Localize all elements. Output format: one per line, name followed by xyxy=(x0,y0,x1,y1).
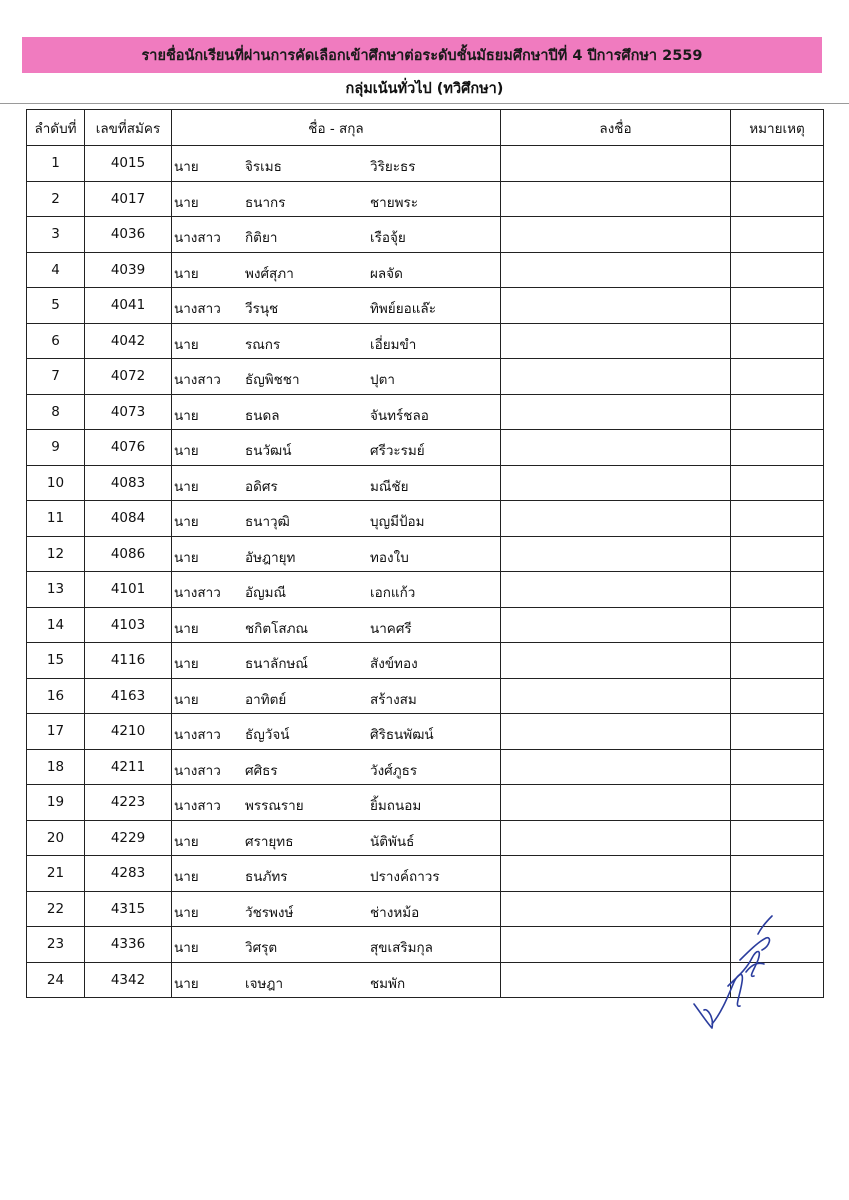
first-name: ธนาวุฒิ xyxy=(245,514,290,531)
table-row xyxy=(27,607,824,643)
cell-signature xyxy=(501,252,731,288)
last-name: นัติพันธ์ xyxy=(370,833,415,850)
cell-remark xyxy=(731,607,824,643)
cell-no: 7 xyxy=(27,359,85,395)
name-prefix: นางสาว xyxy=(174,372,221,389)
cell-name xyxy=(172,927,501,963)
name-prefix: นาย xyxy=(174,443,199,460)
cell-no: 24 xyxy=(27,962,85,998)
table-row xyxy=(27,394,824,430)
name-prefix: นาย xyxy=(174,514,199,531)
first-name: เจษฎา xyxy=(245,975,284,992)
cell-name xyxy=(172,962,501,998)
cell-name xyxy=(172,252,501,288)
cell-applicant-id: 4015 xyxy=(85,146,172,182)
name-prefix: นาย xyxy=(174,940,199,957)
cell-no: 14 xyxy=(27,607,85,643)
first-name: วัชรพงษ์ xyxy=(245,904,294,921)
cell-signature xyxy=(501,465,731,501)
first-name: อัษฎายุท xyxy=(245,549,296,566)
cell-no: 1 xyxy=(27,146,85,182)
cell-no: 13 xyxy=(27,572,85,608)
last-name: บุญมีป้อม xyxy=(370,514,425,531)
cell-remark xyxy=(731,288,824,324)
cell-remark xyxy=(731,856,824,892)
last-name: ทองใบ xyxy=(370,549,409,566)
cell-applicant-id: 4342 xyxy=(85,962,172,998)
last-name: ทิพย์ยอแล๊ะ xyxy=(370,301,436,318)
name-prefix: นางสาว xyxy=(174,585,221,602)
cell-no: 15 xyxy=(27,643,85,679)
last-name: สังข์ทอง xyxy=(370,656,418,673)
cell-remark xyxy=(731,714,824,750)
last-name: ผลจัด xyxy=(370,265,403,282)
first-name: อดิศร xyxy=(245,478,278,495)
last-name: ช่างหม้อ xyxy=(370,904,420,921)
cell-remark xyxy=(731,217,824,253)
last-name: ชมพัก xyxy=(370,975,406,992)
last-name: เอกแก้ว xyxy=(370,585,416,602)
cell-applicant-id: 4116 xyxy=(85,643,172,679)
cell-signature xyxy=(501,359,731,395)
table-row xyxy=(27,749,824,785)
table-row xyxy=(27,146,824,182)
cell-signature xyxy=(501,572,731,608)
name-prefix: นาย xyxy=(174,549,199,566)
table-row xyxy=(27,501,824,537)
cell-remark xyxy=(731,252,824,288)
cell-name xyxy=(172,465,501,501)
name-prefix: นางสาว xyxy=(174,798,221,815)
cell-name xyxy=(172,217,501,253)
first-name: กิติยา xyxy=(245,230,278,247)
cell-remark xyxy=(731,394,824,430)
first-name: พรรณราย xyxy=(245,798,304,815)
cell-name xyxy=(172,394,501,430)
name-prefix: นางสาว xyxy=(174,762,221,779)
first-name: อาทิตย์ xyxy=(245,691,287,708)
cell-name xyxy=(172,607,501,643)
name-prefix: นางสาว xyxy=(174,301,221,318)
cell-name xyxy=(172,501,501,537)
table-row xyxy=(27,430,824,466)
cell-signature xyxy=(501,607,731,643)
first-name: พงศ์สุภา xyxy=(245,265,294,282)
name-prefix: นาย xyxy=(174,691,199,708)
cell-name xyxy=(172,146,501,182)
cell-applicant-id: 4017 xyxy=(85,181,172,217)
cell-no: 4 xyxy=(27,252,85,288)
document-title: รายชื่อนักเรียนที่ผ่านการคัดเลือกเข้าศึกษาต่อระดับชั้นมัธยมศึกษาปีที่ 4 ปีการศึกษา 2559 xyxy=(141,47,703,64)
last-name: ปุตา xyxy=(370,372,395,389)
table-row xyxy=(27,643,824,679)
cell-remark xyxy=(731,536,824,572)
header-signature: ลงชื่อ xyxy=(501,110,731,146)
cell-applicant-id: 4076 xyxy=(85,430,172,466)
cell-no: 6 xyxy=(27,323,85,359)
last-name: นาคศรี xyxy=(370,620,412,637)
last-name: สุขเสริมกุล xyxy=(370,940,433,957)
cell-name xyxy=(172,714,501,750)
last-name: วิริยะธร xyxy=(370,159,416,176)
last-name: สร้างสม xyxy=(370,691,417,708)
cell-name xyxy=(172,323,501,359)
header-no: ลำดับที่ xyxy=(27,110,85,146)
name-prefix: นาย xyxy=(174,194,199,211)
table-row xyxy=(27,678,824,714)
name-prefix: นาย xyxy=(174,620,199,637)
cell-applicant-id: 4042 xyxy=(85,323,172,359)
cell-remark xyxy=(731,359,824,395)
cell-name xyxy=(172,749,501,785)
cell-signature xyxy=(501,146,731,182)
last-name: ปรางค์ถาวร xyxy=(370,869,440,886)
cell-remark xyxy=(731,465,824,501)
cell-remark xyxy=(731,430,824,466)
cell-applicant-id: 4086 xyxy=(85,536,172,572)
cell-no: 11 xyxy=(27,501,85,537)
last-name: เรือจุ้ย xyxy=(370,230,406,247)
name-prefix: นาย xyxy=(174,975,199,992)
header-name: ชื่อ - สกุล xyxy=(172,110,501,146)
last-name: จันทร์ชลอ xyxy=(370,407,429,424)
cell-no: 10 xyxy=(27,465,85,501)
cell-no: 9 xyxy=(27,430,85,466)
cell-signature xyxy=(501,181,731,217)
first-name: ธนากร xyxy=(245,194,286,211)
cell-no: 19 xyxy=(27,785,85,821)
cell-name xyxy=(172,785,501,821)
cell-signature xyxy=(501,501,731,537)
cell-signature xyxy=(501,678,731,714)
cell-applicant-id: 4101 xyxy=(85,572,172,608)
name-prefix: นาย xyxy=(174,265,199,282)
cell-no: 8 xyxy=(27,394,85,430)
cell-signature xyxy=(501,394,731,430)
cell-no: 22 xyxy=(27,891,85,927)
table-row xyxy=(27,323,824,359)
last-name: ชายพระ xyxy=(370,194,419,211)
cell-signature xyxy=(501,643,731,679)
cell-name xyxy=(172,820,501,856)
header-remark: หมายเหตุ xyxy=(731,110,824,146)
cell-signature xyxy=(501,749,731,785)
cell-remark xyxy=(731,643,824,679)
first-name: ธัญพิชชา xyxy=(245,372,300,389)
cell-name xyxy=(172,678,501,714)
cell-signature xyxy=(501,714,731,750)
last-name: เอี่ยมขำ xyxy=(370,336,417,353)
cell-applicant-id: 4041 xyxy=(85,288,172,324)
cell-applicant-id: 4073 xyxy=(85,394,172,430)
cell-applicant-id: 4315 xyxy=(85,891,172,927)
table-row xyxy=(27,288,824,324)
cell-applicant-id: 4163 xyxy=(85,678,172,714)
cell-applicant-id: 4229 xyxy=(85,820,172,856)
cell-remark xyxy=(731,785,824,821)
cell-remark xyxy=(731,501,824,537)
cell-signature xyxy=(501,217,731,253)
cell-name xyxy=(172,643,501,679)
first-name: ชกิตโสภณ xyxy=(245,620,309,637)
cell-name xyxy=(172,891,501,927)
cell-remark xyxy=(731,323,824,359)
cell-name xyxy=(172,856,501,892)
name-prefix: นางสาว xyxy=(174,727,221,744)
first-name: ธนวัฒน์ xyxy=(245,443,292,460)
table-row xyxy=(27,252,824,288)
name-prefix: นาย xyxy=(174,159,199,176)
cell-no: 5 xyxy=(27,288,85,324)
cell-remark xyxy=(731,181,824,217)
name-prefix: นาย xyxy=(174,904,199,921)
last-name: มณีชัย xyxy=(370,478,409,495)
name-prefix: นางสาว xyxy=(174,230,221,247)
document-subtitle: กลุ่มเน้นทั่วไป (ทวิศึกษา) xyxy=(345,81,504,97)
name-prefix: นาย xyxy=(174,656,199,673)
cell-remark xyxy=(731,572,824,608)
cell-applicant-id: 4039 xyxy=(85,252,172,288)
cell-applicant-id: 4210 xyxy=(85,714,172,750)
cell-remark xyxy=(731,678,824,714)
last-name: ศรีวะรมย์ xyxy=(370,443,425,460)
last-name: วังศ์ภูธร xyxy=(370,762,418,779)
last-name: ยิ้มถนอม xyxy=(370,798,422,815)
cell-applicant-id: 4103 xyxy=(85,607,172,643)
cell-signature xyxy=(501,430,731,466)
name-prefix: นาย xyxy=(174,833,199,850)
name-prefix: นาย xyxy=(174,478,199,495)
cell-remark xyxy=(731,146,824,182)
cell-name xyxy=(172,430,501,466)
cell-applicant-id: 4036 xyxy=(85,217,172,253)
cell-name xyxy=(172,572,501,608)
table-row xyxy=(27,181,824,217)
cell-signature xyxy=(501,323,731,359)
header-applicant-id: เลขที่สมัคร xyxy=(85,110,172,146)
cell-no: 20 xyxy=(27,820,85,856)
divider xyxy=(0,103,849,104)
table-row xyxy=(27,856,824,892)
cell-applicant-id: 4283 xyxy=(85,856,172,892)
cell-signature xyxy=(501,785,731,821)
cell-applicant-id: 4072 xyxy=(85,359,172,395)
first-name: จิรเมธ xyxy=(245,159,282,176)
first-name: อัญมณี xyxy=(245,585,287,602)
table-row xyxy=(27,217,824,253)
cell-remark xyxy=(731,749,824,785)
first-name: รณกร xyxy=(245,336,281,353)
name-prefix: นาย xyxy=(174,407,199,424)
cell-no: 16 xyxy=(27,678,85,714)
cell-no: 12 xyxy=(27,536,85,572)
cell-no: 23 xyxy=(27,927,85,963)
table-row xyxy=(27,785,824,821)
cell-no: 18 xyxy=(27,749,85,785)
cell-signature xyxy=(501,536,731,572)
cell-applicant-id: 4223 xyxy=(85,785,172,821)
table-header-row xyxy=(27,110,824,146)
document-title-bar xyxy=(22,37,822,73)
cell-signature xyxy=(501,820,731,856)
first-name: ธนดล xyxy=(245,407,280,424)
cell-applicant-id: 4211 xyxy=(85,749,172,785)
cell-name xyxy=(172,536,501,572)
table-row xyxy=(27,359,824,395)
first-name: วิศรุต xyxy=(245,940,278,957)
name-prefix: นาย xyxy=(174,869,199,886)
first-name: ศศิธร xyxy=(245,762,278,779)
cell-name xyxy=(172,359,501,395)
cell-no: 17 xyxy=(27,714,85,750)
cell-signature xyxy=(501,288,731,324)
handwritten-signature xyxy=(688,912,778,1037)
table-row xyxy=(27,536,824,572)
cell-signature xyxy=(501,856,731,892)
first-name: ศรายุทธ xyxy=(245,833,294,850)
table-row xyxy=(27,820,824,856)
student-table xyxy=(26,109,824,998)
last-name: ศิริธนพัฒน์ xyxy=(370,727,434,744)
table-row xyxy=(27,714,824,750)
cell-applicant-id: 4084 xyxy=(85,501,172,537)
table-row xyxy=(27,465,824,501)
cell-name xyxy=(172,288,501,324)
table-row xyxy=(27,572,824,608)
cell-no: 2 xyxy=(27,181,85,217)
first-name: ธนาลักษณ์ xyxy=(245,656,308,673)
name-prefix: นาย xyxy=(174,336,199,353)
first-name: วีรนุช xyxy=(245,301,279,318)
first-name: ธัญวัจน์ xyxy=(245,727,290,744)
first-name: ธนภัทร xyxy=(245,869,288,886)
cell-no: 3 xyxy=(27,217,85,253)
cell-remark xyxy=(731,820,824,856)
cell-no: 21 xyxy=(27,856,85,892)
cell-applicant-id: 4083 xyxy=(85,465,172,501)
cell-applicant-id: 4336 xyxy=(85,927,172,963)
cell-name xyxy=(172,181,501,217)
